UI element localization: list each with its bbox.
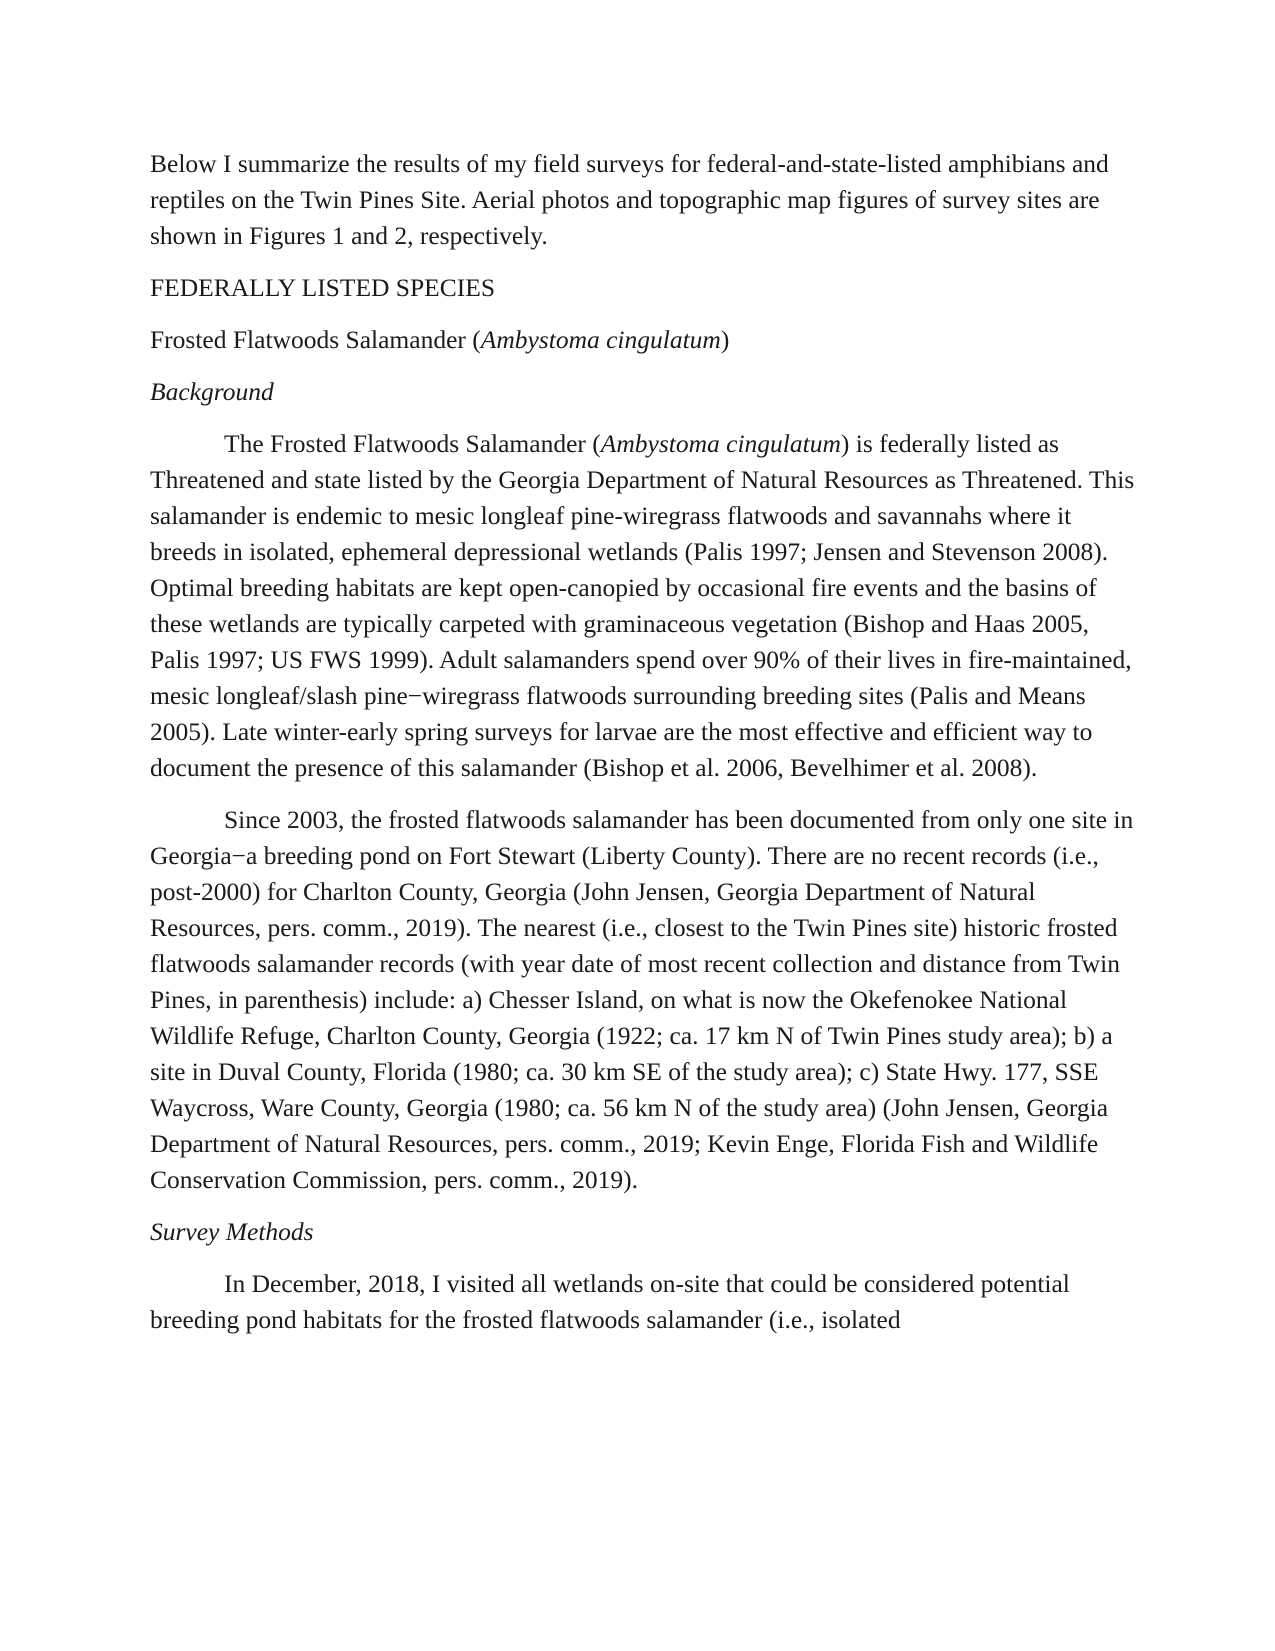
background-heading: Background [150, 377, 274, 406]
methods-paragraph-1: In December, 2018, I visited all wetlands on-site that could be considered potential breeding pond habitats for the frosted flatwoods salamander (i.e., isolated [150, 1269, 1070, 1334]
methods-heading: Survey Methods [150, 1217, 314, 1246]
background-p1-rest: ) is federally listed as Threatened and state listed by the Georgia Department of Natural Resources as Threatened. This salamander is endemic to mesic longleaf pine-wiregrass flatwoods and savannahs where it breeds in isolated, ephemeral depressional wetlands (Palis 1997; Jensen and Stevenson 2008). Optimal breeding habitats are kept open-canopied by occasional fire events and the basins of these wetlands are typically carpeted with graminaceous vegetation (Bishop and Haas 2005, Palis 1997; US FWS 1999). Adult salamanders spend over 90% of their lives in fire-maintained, mesic longleaf/slash pine−wiregrass flatwoods surrounding breeding sites (Palis and Means 2005). Late winter-early spring surveys for larvae are the most effective and efficient way to document the presence of this salamander (Bishop et al. 2006, Bevelhimer et al. 2008). [150, 429, 1135, 782]
background-paragraph-1 [150, 426, 1140, 786]
intro-paragraph: Below I summarize the results of my field surveys for federal-and-state-listed amphibians and reptiles on the Twin Pines Site. Aerial photos and topographic map figures of survey sites are shown in Figures 1 and 2, respectively. [150, 149, 1109, 250]
background-paragraph-2: Since 2003, the frosted flatwoods salamander has been documented from only one site in Georgia−a breeding pond on Fort Stewart (Liberty County). There are no recent records (i.e., post-2000) for Charlton County, Georgia (John Jensen, Georgia Department of Natural Resources, pers. comm., 2019). The nearest (i.e., closest to the Twin Pines site) historic frosted flatwoods salamander records (with year date of most recent collection and distance from Twin Pines, in parenthesis) include: a) Chesser Island, on what is now the Okefenokee National Wildlife Refuge, Charlton County, Georgia (1922; ca. 17 km N of Twin Pines study area); b) a site in Duval County, Florida (1980; ca. 30 km SE of the study area); c) State Hwy. 177, SSE Waycross, Ware County, Georgia (1980; ca. 56 km N of the study area) (John Jensen, Georgia Department of Natural Resources, pers. comm., 2019; Kevin Enge, Florida Fish and Wildlife Conservation Commission, pers. comm., 2019). [150, 805, 1134, 1194]
section-heading: FEDERALLY LISTED SPECIES [150, 273, 496, 302]
species-heading-close: ) [720, 325, 730, 354]
document-page [150, 146, 1140, 1354]
background-p1-scientific-name: Ambystoma cingulatum [600, 429, 841, 458]
species-scientific-name: Ambystoma cingulatum [480, 325, 721, 354]
species-heading [150, 322, 1140, 358]
species-common-name: Frosted Flatwoods Salamander ( [150, 325, 481, 354]
background-p1-lead: The Frosted Flatwoods Salamander ( [224, 429, 601, 458]
